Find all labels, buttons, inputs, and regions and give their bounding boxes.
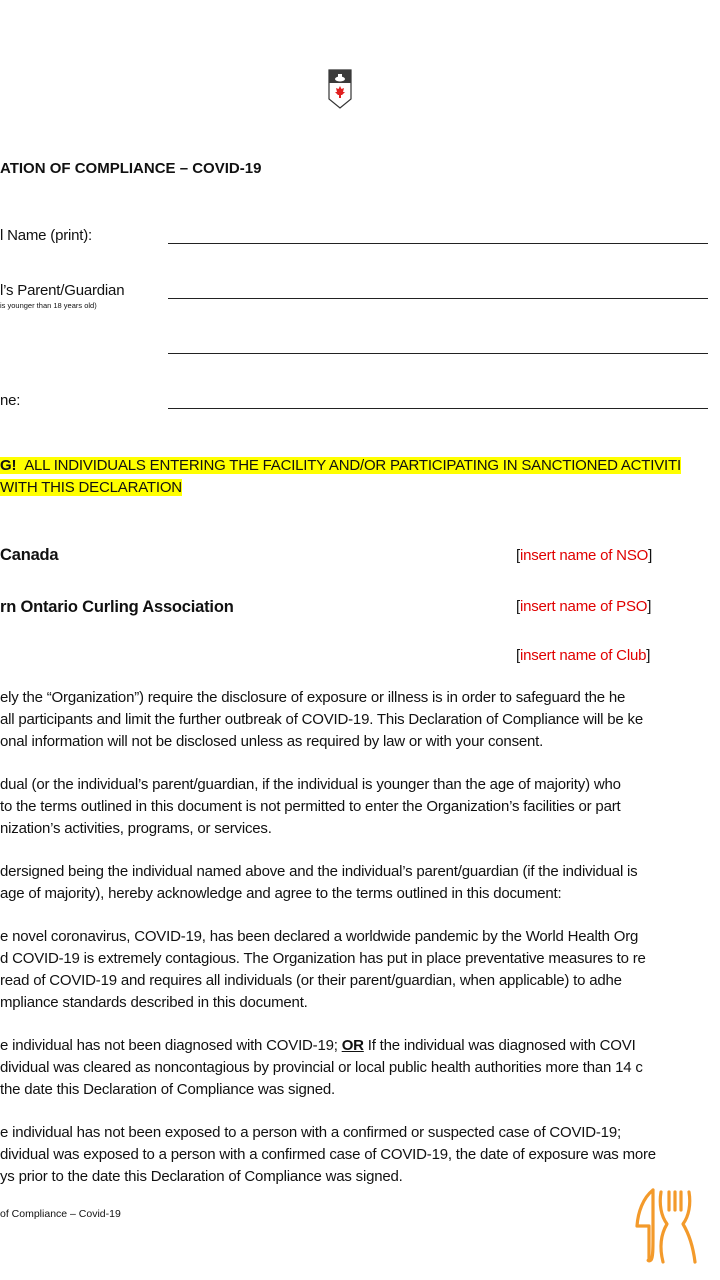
warning-label: G! <box>0 457 17 474</box>
field-label-parent-guardian: l’s Parent/Guardian <box>0 282 125 299</box>
org-pso-placeholder: [insert name of PSO] <box>516 598 652 615</box>
para6-line2: dividual was exposed to a person with a confirmed case of COVID-19, the date of exposure was more <box>0 1146 656 1163</box>
org-club-placeholder: [insert name of Club] <box>516 647 651 664</box>
para4-line4: mpliance standards described in this document. <box>0 994 308 1011</box>
para6-line3: ys prior to the date this Declaration of Compliance was signed. <box>0 1168 403 1185</box>
para4-line1: e novel coronavirus, COVID-19, has been declared a worldwide pandemic by the World Health Org <box>0 928 639 945</box>
warning-text: ALL INDIVIDUALS ENTERING THE FACILITY AND/OR PARTICIPATING IN SANCTIONED ACTIVITI <box>24 457 681 474</box>
warning-line-2: WITH THIS DECLARATION <box>0 479 182 496</box>
para3-line1: dersigned being the individual named above and the individual’s parent/guardian (if the individual is <box>0 863 638 880</box>
org-nso-name: Canada <box>0 546 59 564</box>
para5-line3: the date this Declaration of Compliance was signed. <box>0 1081 335 1098</box>
para4-line2: d COVID-19 is extremely contagious. The Organization has put in place preventative measures to re <box>0 950 646 967</box>
para6-line1: e individual has not been exposed to a person with a confirmed or suspected case of COVID-19; <box>0 1124 621 1141</box>
or-emphasis: OR <box>341 1037 364 1054</box>
curling-canada-shield-logo <box>328 69 352 109</box>
footer-text: of Compliance – Covid-19 <box>0 1208 121 1220</box>
org-pso-name: rn Ontario Curling Association <box>0 598 234 616</box>
para2-line1: dual (or the individual’s parent/guardian, if the individual is younger than the age of majority) who <box>0 776 621 793</box>
parent-guardian-input-line[interactable] <box>168 298 708 299</box>
field-label-date: ne: <box>0 392 21 409</box>
full-name-input-line[interactable] <box>168 243 708 244</box>
para5-line1: e individual has not been diagnosed with COVID-19; OR If the individual was diagnosed with COVI <box>0 1037 636 1054</box>
para1-line3: onal information will not be disclosed unless as required by law or with your consent. <box>0 733 544 750</box>
warning-line-1 <box>0 456 681 476</box>
org-nso-placeholder: [insert name of NSO] <box>516 547 653 564</box>
para4-line3: read of COVID-19 and requires all individuals (or their parent/guardian, when applicable) to adhe <box>0 972 622 989</box>
signature-input-line[interactable] <box>168 353 708 354</box>
field-label-full-name: l Name (print): <box>0 227 93 244</box>
date-input-line[interactable] <box>168 408 708 409</box>
document-title: ATION OF COMPLIANCE – COVID-19 <box>0 160 262 177</box>
para1-line2: all participants and limit the further outbreak of COVID-19. This Declaration of Compliance will be ke <box>0 711 643 728</box>
field-sublabel-parent-guardian: is younger than 18 years old) <box>0 301 97 310</box>
para2-line2: to the terms outlined in this document is not permitted to enter the Organization’s facilities or part <box>0 798 621 815</box>
para3-line2: age of majority), hereby acknowledge and agree to the terms outlined in this document: <box>0 885 562 902</box>
para1-line1: ely the “Organization”) require the disclosure of exposure or illness is in order to safeguard the he <box>0 689 626 706</box>
para5-line2: dividual was cleared as noncontagious by provincial or local public health authorities more than 14 c <box>0 1059 643 1076</box>
para2-line3: nization’s activities, programs, or services. <box>0 820 272 837</box>
knife-fork-icon <box>633 1188 697 1266</box>
